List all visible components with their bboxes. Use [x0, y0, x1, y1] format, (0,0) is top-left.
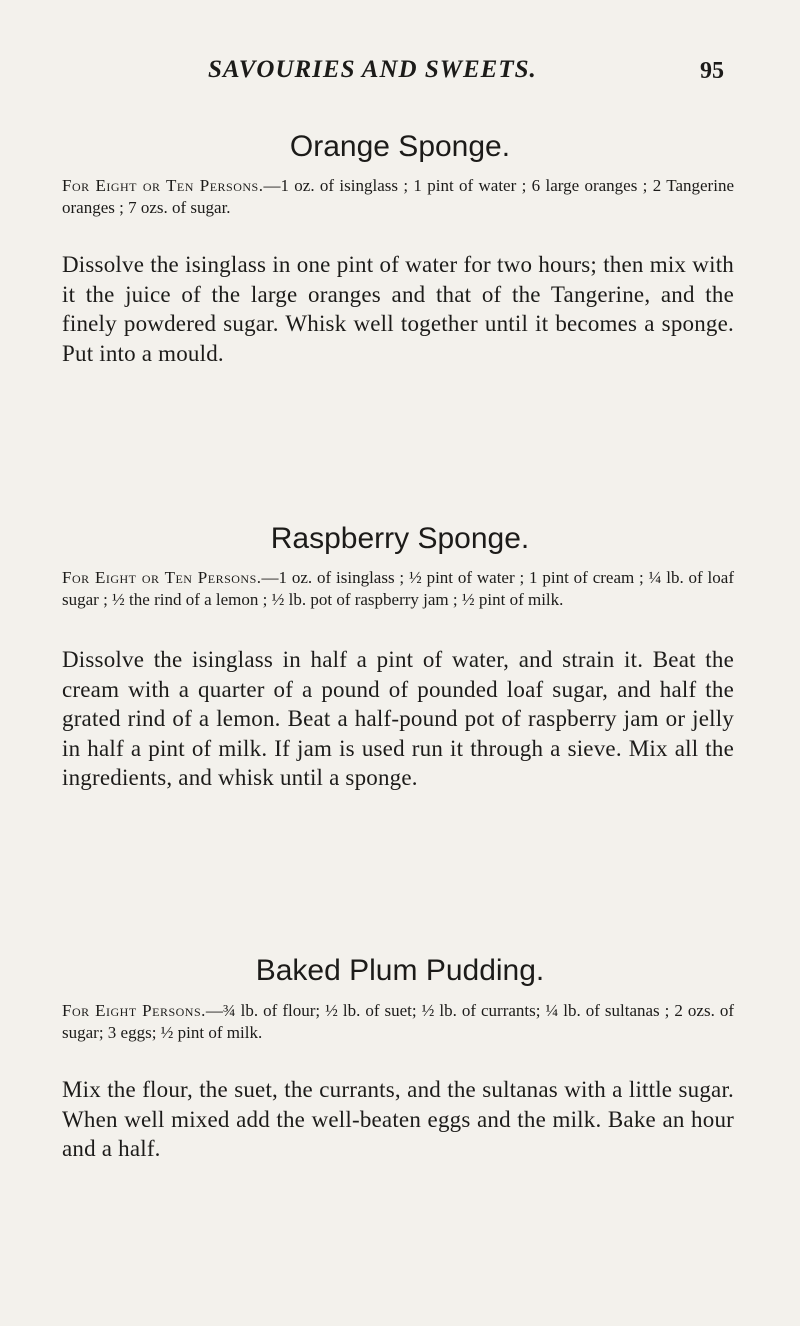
page-number: 95: [700, 58, 724, 84]
ingredients-orange-sponge: [62, 175, 734, 219]
ingredients-lead: For Eight Persons.: [62, 1001, 206, 1020]
ingredients-raspberry-sponge: [62, 567, 734, 611]
method-raspberry-sponge: Dissolve the isinglass in half a pint of water, and strain it. Beat the cream with a quarter of a pound of pounded loaf sugar, and half the grated rind of a lemon. Beat a half-pound pot of raspberry jam or jelly in half a pint of milk. If jam is used run it through a sieve. Mix all the ingredients, and whisk until a sponge.: [62, 647, 734, 790]
ingredients-lead: For Eight or Ten Persons.: [62, 568, 262, 587]
recipe-title-raspberry-sponge: Raspberry Sponge.: [270, 522, 530, 555]
ingredients-list: —1 oz. of isinglass ; ½ pint of water ; 1 pint of cream ; ¼ lb. of loaf sugar ; ½ the rind of a lemon ; ½ lb. pot of raspberry jam ; ½ pint of milk.: [62, 568, 734, 609]
ingredients-list: —¾ lb. of flour; ½ lb. of suet; ½ lb. of currants; ¼ lb. of sultanas ; 2 ozs. of sugar; 3 eggs; ½ pint of milk.: [62, 1001, 734, 1042]
method-orange-sponge: Dissolve the isinglass in one pint of water for two hours; then mix with it the juice of the large oranges and that of the Tangerine, and the finely powdered sugar. Whisk well together until it becomes a sponge. Put into a mould.: [62, 252, 734, 366]
method-baked-plum-pudding: Mix the flour, the suet, the currants, and the sultanas with a little sugar. When well mixed add the well-beaten eggs and the milk. Bake an hour and a half.: [62, 1077, 734, 1161]
recipe-title-orange-sponge: Orange Sponge.: [289, 130, 511, 163]
running-head: SAVOURIES AND SWEETS.: [208, 56, 537, 83]
ingredients-lead: For Eight or Ten Persons.: [62, 176, 264, 195]
ingredients-baked-plum-pudding: [62, 1000, 734, 1044]
recipe-title-baked-plum-pudding: Baked Plum Pudding.: [255, 954, 545, 987]
ingredients-list: —1 oz. of isinglass ; 1 pint of water ; 6 large oranges ; 2 Tangerine oranges ; 7 ozs. of sugar.: [62, 176, 734, 217]
